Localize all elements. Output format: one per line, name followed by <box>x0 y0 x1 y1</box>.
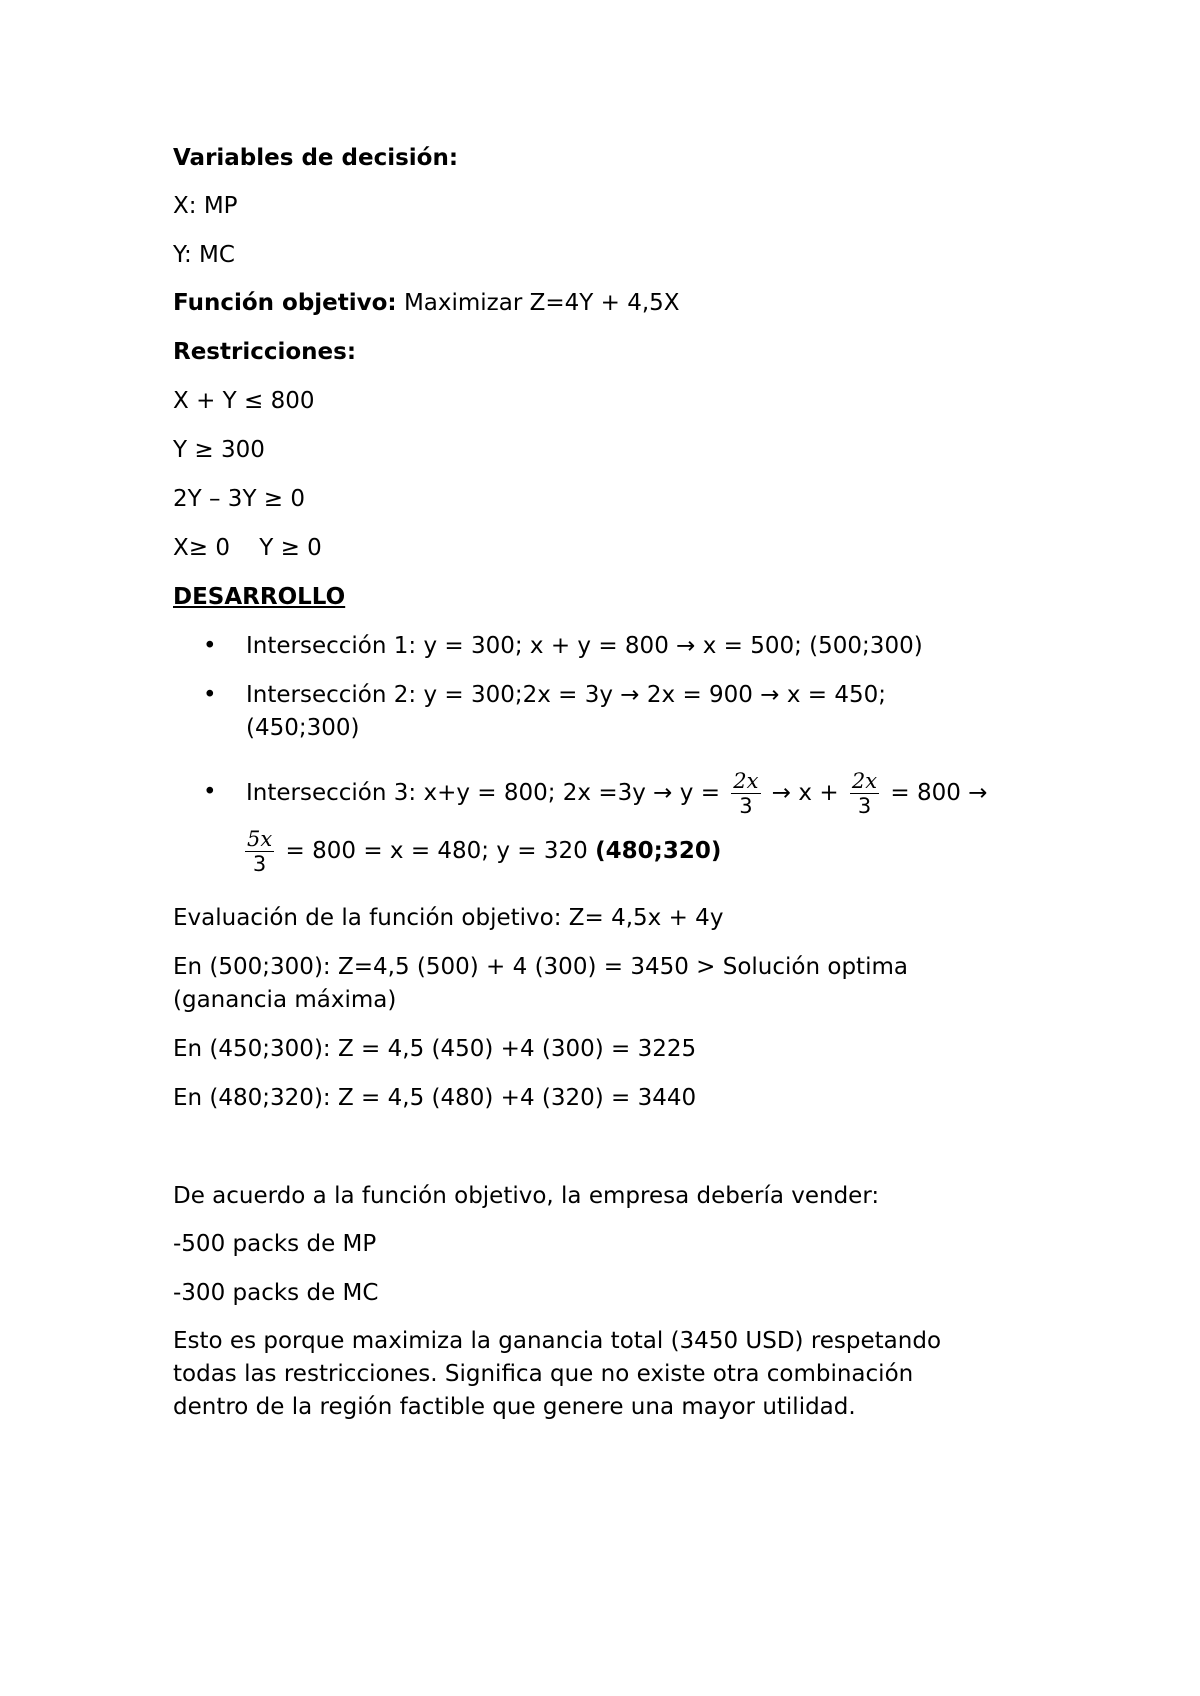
intersection-3-line-2 <box>241 826 721 876</box>
final-line-2: todas las restricciones. Significa que no existe otra combinación <box>173 1361 914 1387</box>
bullet-dot: • <box>203 779 217 805</box>
evaluation-2: En (450;300): Z = 4,5 (450) +4 (300) = 3225 <box>173 1036 697 1062</box>
intersection-2-line-1: Intersección 2: y = 300;2x = 3y → 2x = 900 → x = 450; <box>246 682 886 708</box>
evaluation-1 <box>173 951 908 1017</box>
final-line-3: dentro de la región factible que genere una mayor utilidad. <box>173 1394 856 1420</box>
bullet-dot: • <box>203 633 217 659</box>
heading-variables: Variables de decisión: <box>173 145 459 171</box>
intersection-2-line-2: (450;300) <box>246 715 360 741</box>
final-paragraph <box>173 1325 941 1424</box>
intersection-3-part-4: = 800 = x = 480; y = 320 <box>278 838 596 864</box>
intersection-3-part-1: Intersección 3: x+y = 800; 2x =3y → y = <box>246 780 728 806</box>
intersection-3-part-3: = 800 → <box>883 780 988 806</box>
conclusion-mp: -500 packs de MP <box>173 1231 377 1257</box>
heading-development: DESARROLLO <box>173 584 346 610</box>
evaluation-1-line-1: En (500;300): Z=4,5 (500) + 4 (300) = 3450 > Solución optima <box>173 954 908 980</box>
intersection-3-line-1 <box>246 768 988 818</box>
conclusion-mc: -300 packs de MC <box>173 1280 379 1306</box>
evaluation-title: Evaluación de la función objetivo: Z= 4,5x + 4y <box>173 905 724 931</box>
intersection-1 <box>173 630 1053 662</box>
intersection-1-text: Intersección 1: y = 300; x + y = 800 → x = 500; (500;300) <box>246 633 923 659</box>
objective-text: Maximizar Z=4Y + 4,5X <box>396 290 680 316</box>
restriction-3: 2Y – 3Y ≥ 0 <box>173 486 306 512</box>
fraction-5x-over-3: $\frac{5x}{3}$ <box>247 827 273 876</box>
heading-restrictions: Restricciones: <box>173 339 357 365</box>
final-line-1: Esto es porque maximiza la ganancia total (3450 USD) respetando <box>173 1328 942 1354</box>
restriction-4: X≥ 0 Y ≥ 0 <box>173 535 322 561</box>
intersection-3-result: (480;320) <box>595 838 722 864</box>
variable-x: X: MP <box>173 193 238 219</box>
intersection-3-part-2: → x + <box>764 780 846 806</box>
intersection-3 <box>173 768 1053 878</box>
variable-y: Y: MC <box>173 242 235 268</box>
bullet-dot: • <box>203 682 217 708</box>
evaluation-3: En (480;320): Z = 4,5 (480) +4 (320) = 3440 <box>173 1085 697 1111</box>
conclusion-intro: De acuerdo a la función objetivo, la empresa debería vender: <box>173 1183 880 1209</box>
fraction-2x-over-3: $\frac{2x}{3}$ <box>851 769 878 818</box>
objective-label: Función objetivo: <box>173 290 397 316</box>
intersection-2 <box>173 679 1053 745</box>
fraction-2x-over-3: $\frac{2x}{3}$ <box>733 769 759 818</box>
evaluation-1-line-2: (ganancia máxima) <box>173 987 397 1013</box>
restriction-2: Y ≥ 300 <box>173 437 265 463</box>
restriction-1: X + Y ≤ 800 <box>173 388 315 414</box>
objective-function <box>173 287 680 319</box>
